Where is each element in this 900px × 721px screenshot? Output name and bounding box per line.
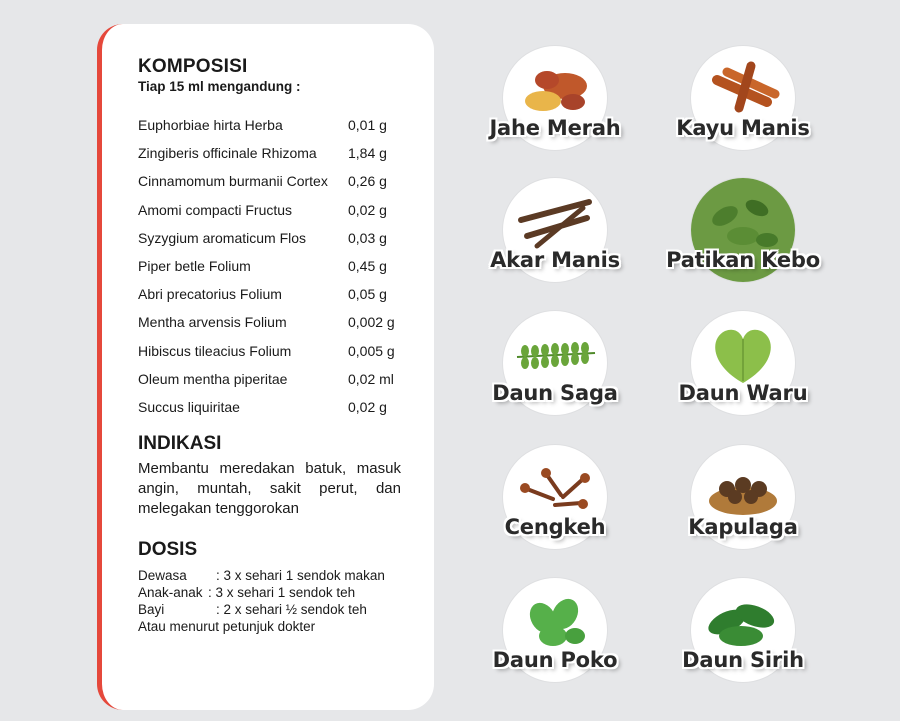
table-row [138, 167, 395, 195]
composition-table [138, 111, 395, 421]
ingredient-name: Euphorbiae hirta Herba [138, 117, 283, 134]
dosage-amount: : 2 x sehari ½ sendok teh [216, 602, 367, 618]
dosage-row [138, 601, 412, 618]
table-row [138, 224, 395, 252]
ingredient-name: Zingiberis officinale Rhizoma [138, 145, 317, 162]
ingredient-name: Abri precatorius Folium [138, 286, 282, 303]
ingredient-amount: 0,005 g [348, 342, 395, 359]
dosage-title: DOSIS [138, 539, 198, 561]
ingredient-amount: 0,45 g [348, 258, 387, 275]
ingredient-name: Syzygium aromaticum Flos [138, 229, 307, 246]
herb-label: Kapulaga [688, 515, 798, 539]
dosage-amount: : 3 x sehari 1 sendok makan [216, 568, 385, 584]
ingredient-name: Amomi compacti Fructus [138, 201, 293, 218]
dosage-who: Bayi [138, 602, 165, 618]
herb-label: Jahe Merah [489, 116, 621, 140]
table-row [138, 139, 395, 167]
table-row [138, 308, 395, 336]
dosage-note: Atau menurut petunjuk dokter [138, 619, 316, 635]
indication-title: INDIKASI [138, 433, 222, 455]
herb-label: Daun Saga [492, 381, 618, 405]
ingredient-name: Piper betle Folium [138, 258, 251, 275]
table-row [138, 252, 395, 280]
ingredient-amount: 0,05 g [348, 286, 387, 303]
ingredient-amount: 0,02 g [348, 398, 387, 415]
indication-text: Membantu meredakan batuk, masuk angin, muntah, sakit perut, dan melegakan tenggorokan [138, 460, 401, 518]
ingredient-name: Hibiscus tileacius Folium [138, 342, 292, 359]
ingredient-name: Cinnamomum burmanii Cortex [138, 173, 328, 190]
herb-label: Daun Sirih [682, 648, 804, 672]
dosage-row [138, 584, 412, 601]
dosage-list [138, 567, 412, 635]
composition-subtitle: Tiap 15 ml mengandung : [138, 79, 301, 94]
dosage-amount: : 3 x sehari 1 sendok teh [208, 585, 356, 601]
table-row [138, 111, 395, 139]
ingredient-name: Oleum mentha piperitae [138, 370, 288, 387]
ingredient-name: Mentha arvensis Folium [138, 314, 287, 331]
composition-card [97, 24, 434, 710]
ingredient-amount: 1,84 g [348, 145, 387, 162]
dosage-row [138, 567, 412, 584]
herb-label: Kayu Manis [676, 116, 810, 140]
dosage-who: Dewasa [138, 568, 187, 584]
ingredient-amount: 0,26 g [348, 173, 387, 190]
herb-label: Patikan Kebo [666, 248, 820, 272]
table-row [138, 196, 395, 224]
herb-label: Akar Manis [490, 248, 620, 272]
ingredient-amount: 0,002 g [348, 314, 395, 331]
ingredient-amount: 0,01 g [348, 117, 387, 134]
herb-label: Daun Waru [678, 381, 808, 405]
ingredient-amount: 0,03 g [348, 229, 387, 246]
table-row [138, 337, 395, 365]
ingredient-amount: 0,02 ml [348, 370, 394, 387]
ingredient-amount: 0,02 g [348, 201, 387, 218]
table-row [138, 393, 395, 421]
dosage-section [138, 539, 412, 635]
indication-section [138, 433, 412, 519]
herb-label: Daun Poko [492, 648, 618, 672]
dosage-who: Anak-anak [138, 585, 203, 601]
composition-title: KOMPOSISI [138, 56, 248, 77]
table-row [138, 365, 395, 393]
table-row [138, 280, 395, 308]
ingredient-name: Succus liquiritae [138, 398, 240, 415]
herb-label: Cengkeh [504, 515, 606, 539]
